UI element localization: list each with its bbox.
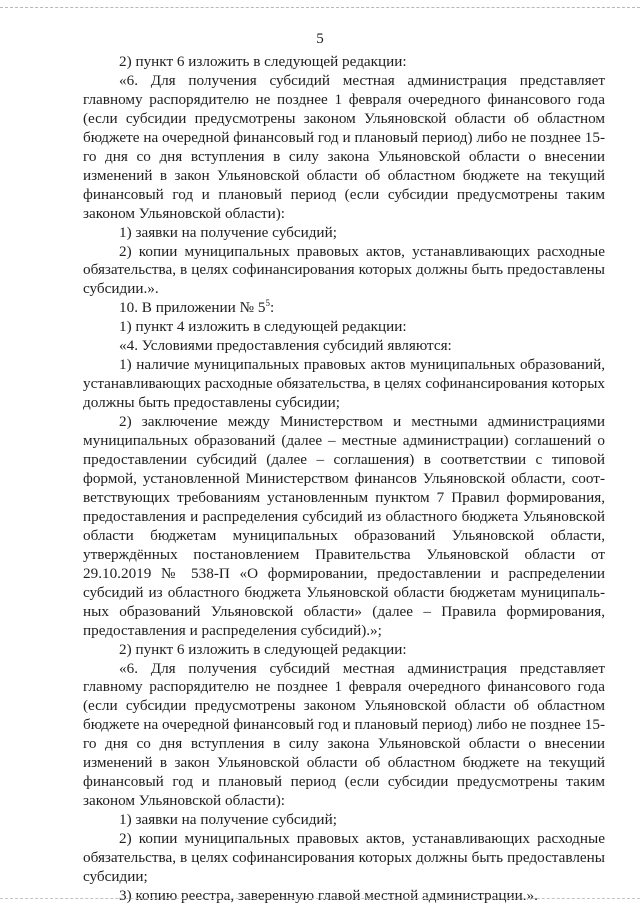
- paragraph-5-text: 10. В приложении № 5: [119, 299, 266, 317]
- appendix-number-superscript: 5: [265, 298, 270, 309]
- scan-edge-bottom: [0, 898, 640, 899]
- scan-edge-top: [0, 7, 640, 8]
- paragraph-12: 1) заявки на получение субсидий;: [119, 811, 337, 829]
- paragraph-3: 1) заявки на получение субсидий;: [119, 223, 337, 241]
- paragraph-2: «6. Для получения субсидий местная администрация представляет главному распорядителю не позднее 1 февраля очередного финансового года (если субсидии предусмотрены законом Ульяновской области об областном бюджете на очередной финансовый год и плановый период) либо не позднее 15-го дня со дня вступления в силу закона Ульяновской области о внесении изменений в закон Ульяновской области об областном бюджете на текущий финансовый год и плановый период (если субсидии предусмотрены таким законом Ульяновской области):: [83, 71, 605, 222]
- paragraph-14: 3) копию реестра, заверенную главой местной администрации.».: [119, 886, 538, 904]
- paragraph-8: 1) наличие муниципальных правовых актов муниципальных образований, устанавливающих расходные обязательства, в целях софинансирования которых должны быть предоставлены субсидии;: [83, 356, 605, 412]
- paragraph-6: 1) пункт 4 изложить в следующей редакции:: [119, 318, 407, 336]
- paragraph-7: «4. Условиями предоставления субсидий являются:: [119, 337, 452, 355]
- paragraph-4: 2) копии муниципальных правовых актов, устанавливающих расходные обязательства, в целях софинансирования которых должны быть предоставлены субсидии.».: [83, 242, 605, 298]
- document-body: [83, 53, 605, 906]
- paragraph-9: 2) заключение между Министерством и местными администрациями муниципальных образований (далее – местные администрации) соглашений о предоставлении субсидий (далее – соглашения) в соответствии с типовой формой, установленной Министерством финансов Ульяновской области, соответствующих требованиям установленным пунктом 7 Правил формирования, предоставления и распределения субсидий из областного бюджета Ульяновской области бюджетам муниципальных образований Ульяновской области, утверждённых постановлением Правительства Ульяновской области от 29.10.2019 № 538-П «О формировании, предоставлении и распределении субсидий из областного бюджета Ульяновской области бюджетам муниципальных образований Ульяновской области» (далее – Правила формирования, предоставления и распределения субсидий).»;: [83, 413, 605, 639]
- paragraph-10: 2) пункт 6 изложить в следующей редакции:: [119, 640, 407, 658]
- paragraph-1: 2) пункт 6 изложить в следующей редакции:: [119, 53, 407, 70]
- paragraph-13: 2) копии муниципальных правовых актов, устанавливающих расходные обязательства, в целях софинансирования которых должны быть предоставлены субсидии;: [83, 830, 605, 885]
- paragraph-5-colon: :: [269, 299, 275, 317]
- paragraph-11: «6. Для получения субсидий местная администрация представляет главному распорядителю не позднее 1 февраля очередного финансового года (если субсидии предусмотрены законом Ульяновской области об областном бюджете на очередной финансовый год и плановый период) либо не позднее 15-го дня со дня вступления в силу закона Ульяновской области о внесении изменений в закон Ульяновской области об областном бюджете на текущий финансовый год и плановый период (если субсидии предусмотрены таким законом Ульяновской области):: [83, 659, 605, 810]
- paragraph-5: [83, 299, 605, 318]
- page-number: 5: [316, 31, 324, 47]
